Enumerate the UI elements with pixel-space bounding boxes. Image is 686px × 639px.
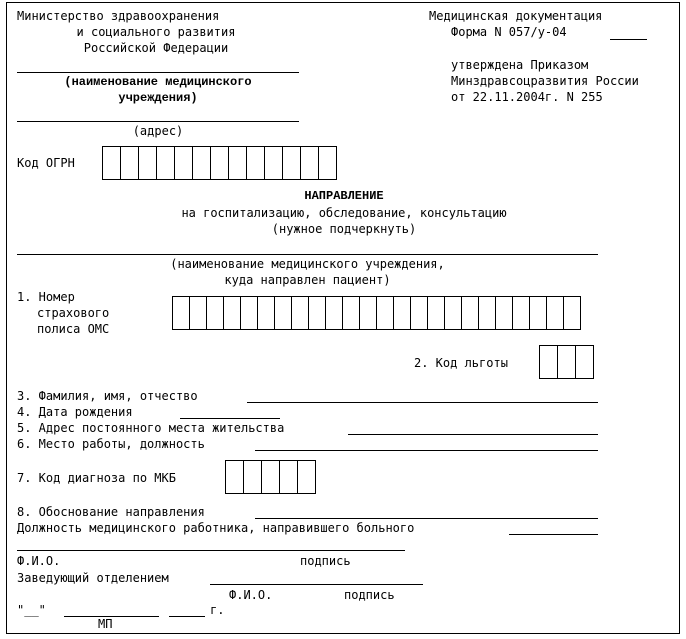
doctor-position-line[interactable] [509, 534, 598, 535]
digit-cell[interactable] [246, 146, 265, 180]
digit-cell[interactable] [478, 296, 496, 330]
doctor-signature-line[interactable] [17, 550, 405, 551]
mkb-code-cells[interactable] [225, 460, 316, 494]
ogrn-label: Код ОГРН [17, 156, 75, 170]
doctor-position-label: Должность медицинского работника, направившего больного [17, 521, 415, 535]
mkb-label: 7. Код диагноза по МКБ [17, 471, 176, 485]
digit-cell[interactable] [495, 296, 513, 330]
digit-cell[interactable] [138, 146, 157, 180]
digit-cell[interactable] [223, 296, 241, 330]
address-label: 5. Адрес постоянного места жительства [17, 421, 285, 435]
name-line[interactable] [247, 402, 598, 403]
digit-cell[interactable] [444, 296, 462, 330]
digit-cell[interactable] [410, 296, 428, 330]
order-number: от 22.11.2004г. N 255 [451, 90, 603, 104]
digit-cell[interactable] [359, 296, 377, 330]
digit-cell[interactable] [282, 146, 301, 180]
digit-cell[interactable] [529, 296, 547, 330]
digit-cell[interactable] [240, 296, 258, 330]
head-of-department-label: Заведующий отделением [17, 571, 169, 585]
digit-cell[interactable] [210, 146, 229, 180]
digit-cell[interactable] [291, 296, 309, 330]
digit-cell[interactable] [243, 460, 262, 494]
digit-cell[interactable] [325, 296, 343, 330]
digit-cell[interactable] [274, 296, 292, 330]
reason-line[interactable] [255, 518, 598, 519]
stamp-place: МП [98, 617, 113, 631]
address-caption: (адрес) [132, 124, 184, 138]
digit-cell[interactable] [261, 460, 280, 494]
referral-form-page [6, 2, 680, 634]
digit-cell[interactable] [575, 345, 594, 379]
digit-cell[interactable] [297, 460, 316, 494]
digit-cell[interactable] [376, 296, 394, 330]
signature-caption-1: подпись [300, 554, 351, 568]
institution-caption-1: (наименование медицинского [64, 75, 252, 89]
document-subtitle: на госпитализацию, обследование, консультацию [181, 206, 507, 220]
birth-line[interactable] [180, 418, 280, 419]
residence-line[interactable] [348, 434, 598, 435]
date-day: "__" [17, 603, 46, 617]
target-institution-line[interactable] [17, 254, 598, 255]
digit-cell[interactable] [308, 296, 326, 330]
digit-cell[interactable] [102, 146, 121, 180]
policy-label-2: страхового [37, 306, 110, 320]
ministry-line-1: Министерство здравоохранения [17, 9, 220, 23]
institution-name-line[interactable] [17, 72, 299, 73]
digit-cell[interactable] [557, 345, 576, 379]
digit-cell[interactable] [279, 460, 298, 494]
digit-cell[interactable] [189, 296, 207, 330]
ogrn-cells[interactable] [102, 146, 337, 180]
fio-caption-1: Ф.И.О. [17, 554, 61, 568]
name-label: 3. Фамилия, имя, отчество [17, 389, 198, 403]
digit-cell[interactable] [539, 345, 558, 379]
digit-cell[interactable] [172, 296, 190, 330]
document-title: НАПРАВЛЕНИЕ [304, 189, 384, 203]
reason-label: 8. Обоснование направления [17, 505, 205, 519]
digit-cell[interactable] [174, 146, 193, 180]
digit-cell[interactable] [342, 296, 360, 330]
digit-cell[interactable] [206, 296, 224, 330]
target-caption-2: куда направлен пациент) [224, 273, 391, 287]
digit-cell[interactable] [264, 146, 283, 180]
ministry-name: Минздравсоцразвития России [451, 74, 639, 88]
birth-label: 4. Дата рождения [17, 405, 133, 419]
digit-cell[interactable] [228, 146, 247, 180]
ministry-line-3: Российской Федерации [83, 41, 229, 55]
digit-cell[interactable] [563, 296, 581, 330]
form-number-line[interactable] [610, 39, 647, 40]
policy-number-cells[interactable] [172, 296, 581, 330]
digit-cell[interactable] [225, 460, 244, 494]
digit-cell[interactable] [156, 146, 175, 180]
digit-cell[interactable] [318, 146, 337, 180]
digit-cell[interactable] [192, 146, 211, 180]
year-suffix: г. [210, 603, 225, 617]
underline-hint: (нужное подчеркнуть) [271, 222, 417, 236]
doc-type: Медицинская документация [429, 9, 603, 23]
date-year-line[interactable] [169, 616, 205, 617]
ministry-line-2: и социального развития [76, 25, 236, 39]
target-caption-1: (наименование медицинского учреждения, [170, 257, 445, 271]
work-label: 6. Место работы, должность [17, 437, 205, 451]
policy-label-3: полиса ОМС [37, 322, 110, 336]
head-signature-line[interactable] [210, 584, 423, 585]
policy-label-1: 1. Номер [17, 290, 75, 304]
digit-cell[interactable] [393, 296, 411, 330]
digit-cell[interactable] [546, 296, 564, 330]
fio-caption-2: Ф.И.О. [229, 588, 273, 602]
approved-by: утверждена Приказом [451, 58, 589, 72]
form-number: Форма N 057/у-04 [451, 25, 567, 39]
digit-cell[interactable] [427, 296, 445, 330]
address-line[interactable] [17, 121, 299, 122]
digit-cell[interactable] [512, 296, 530, 330]
digit-cell[interactable] [461, 296, 479, 330]
signature-caption-2: подпись [344, 588, 395, 602]
digit-cell[interactable] [300, 146, 319, 180]
work-line[interactable] [255, 450, 598, 451]
benefit-code-cells[interactable] [539, 345, 594, 379]
digit-cell[interactable] [257, 296, 275, 330]
institution-caption-2: учреждения) [118, 91, 198, 105]
digit-cell[interactable] [120, 146, 139, 180]
benefit-label: 2. Код льготы [414, 356, 508, 370]
